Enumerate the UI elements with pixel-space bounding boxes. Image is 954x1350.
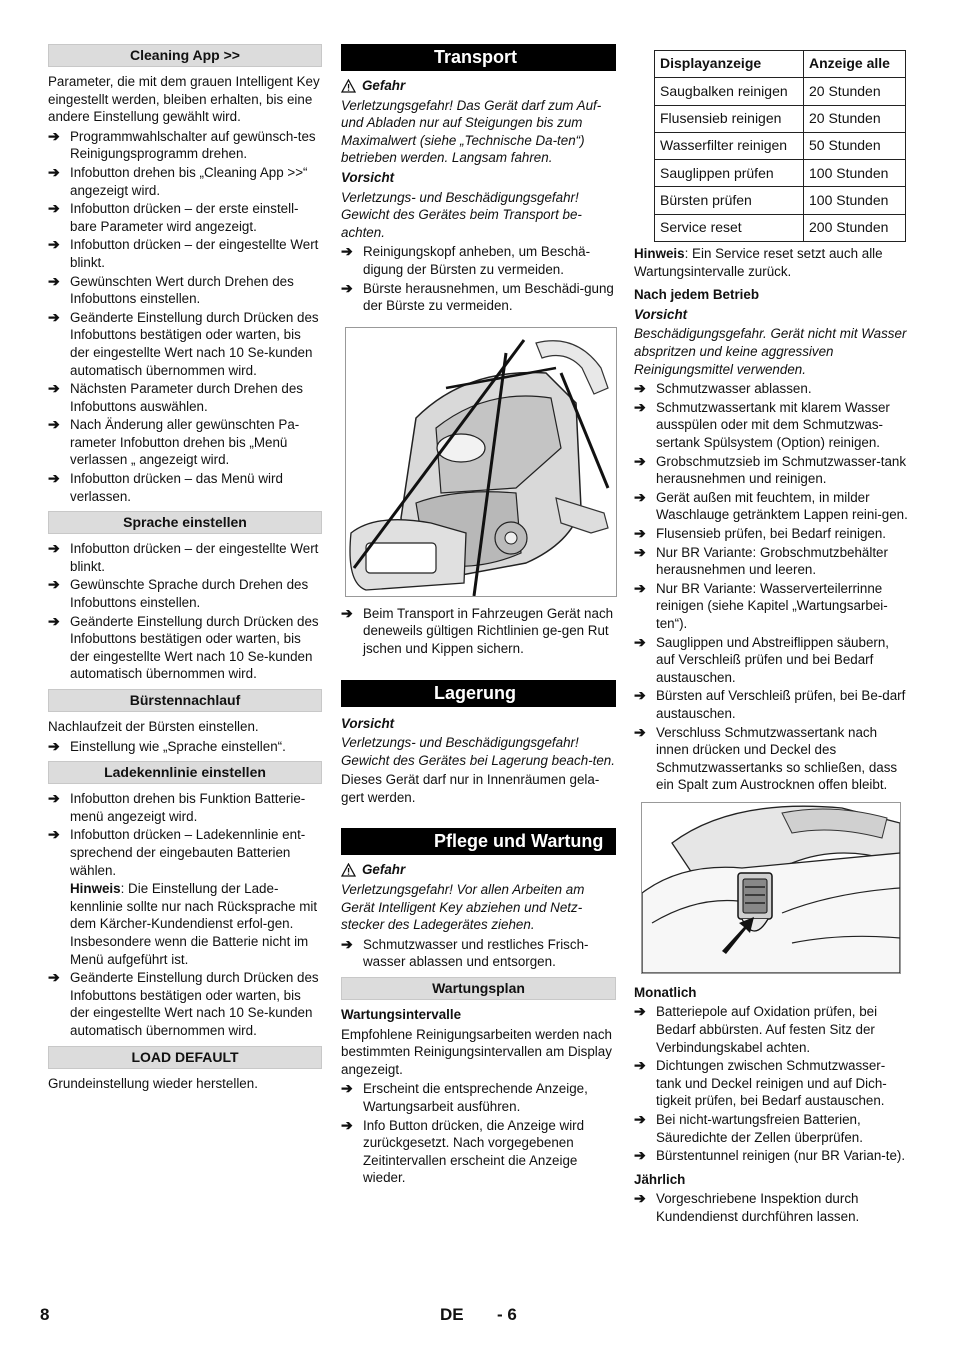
list-item: ➔ Bürstentunnel reinigen (nur BR Varian-te). xyxy=(634,1147,906,1164)
section-heading-load-default: LOAD DEFAULT xyxy=(48,1046,322,1069)
arrow-icon: ➔ xyxy=(48,308,60,325)
lagerung-vorsicht-text: Verletzungs- und Beschädigungsgefahr! Gewicht des Gerätes bei Lagerung beach-ten. xyxy=(341,735,615,768)
arrow-icon: ➔ xyxy=(341,604,353,621)
page-number: 8 xyxy=(40,1305,50,1324)
buerstennachlauf-intro: Nachlaufzeit der Bürsten einstellen. xyxy=(48,719,259,734)
list-item: ➔ Infobutton drücken – Ladekennlinie ent-sprechend der eingebauten Batterien wählen. xyxy=(48,826,306,878)
transport-vorsicht-text: Verletzungs- und Beschädigungsgefahr! Gewicht des Gerätes beim Transport be-achten. xyxy=(341,189,582,240)
service-reset-note: Hinweis: Ein Service reset setzt auch alle Wartungsintervalle zurück. xyxy=(634,246,883,279)
list-item: ➔ Schmutzwasser ablassen. xyxy=(634,380,812,397)
arrow-icon: ➔ xyxy=(634,1111,646,1128)
list-item: ➔ Infobutton drücken – das Menü wird verlassen. xyxy=(48,470,283,504)
table-cell: Service reset xyxy=(655,214,804,241)
list-item: ➔ Grobschmutzsieb im Schmutzwasser-tank herausnehmen und reinigen. xyxy=(634,452,907,487)
gefahr-label: Gefahr xyxy=(341,77,616,95)
lagerung-vorsicht-label: Vorsicht xyxy=(341,715,395,731)
list-item: ➔ Erscheint die entsprechende Anzeige, Wartungsarbeit ausführen. xyxy=(341,1080,588,1114)
cleaning-app-intro: Parameter, die mit dem grauen Intelligent Key eingestellt werden, bleiben erhalten, bis eine andere Einstellung gewählt wird. xyxy=(48,74,320,125)
arrow-icon: ➔ xyxy=(341,243,353,260)
arrow-icon: ➔ xyxy=(634,723,646,740)
table-header-row xyxy=(655,51,906,78)
list-item: ➔ Infobutton drücken – der eingestellte Wert blinkt. xyxy=(48,236,319,270)
chapter-heading-transport: Transport xyxy=(341,44,616,71)
table-row xyxy=(655,78,906,105)
table-cell: 20 Stunden xyxy=(804,105,906,132)
column-middle xyxy=(341,44,616,1188)
chapter-heading-lagerung: Lagerung xyxy=(341,680,616,707)
cleaning-app-steps xyxy=(48,128,322,505)
monatlich-heading: Monatlich xyxy=(634,984,697,1000)
arrow-icon: ➔ xyxy=(48,163,60,180)
table-row xyxy=(655,132,906,159)
arrow-icon: ➔ xyxy=(634,398,646,415)
list-item: ➔ Flusensieb prüfen, bei Bedarf reinigen. xyxy=(634,524,887,541)
section-heading-cleaning-app: Cleaning App >> xyxy=(48,44,322,67)
list-item: ➔ Schmutzwassertank mit klarem Wasser ausspülen oder mit dem Schmutzwas-sertank Spülsystem (Option) reinigen. xyxy=(634,398,890,451)
arrow-icon: ➔ xyxy=(48,127,60,144)
arrow-icon: ➔ xyxy=(634,524,646,541)
arrow-icon: ➔ xyxy=(48,236,60,253)
arrow-icon: ➔ xyxy=(634,543,646,560)
language-code: DE xyxy=(440,1305,464,1324)
jaehrlich-steps xyxy=(634,1190,909,1225)
arrow-icon: ➔ xyxy=(48,737,60,754)
list-item: ➔ Einstellung wie „Sprache einstellen“. xyxy=(48,737,286,754)
buerstennachlauf-steps xyxy=(48,738,322,756)
ladekennlinie-steps-2 xyxy=(48,969,322,1039)
transport-vorsicht-label: Vorsicht xyxy=(341,169,395,185)
list-item: ➔ Nur BR Variante: Grobschmutzbehälter herausnehmen und leeren. xyxy=(634,543,888,578)
gefahr-label: Gefahr xyxy=(341,861,616,879)
arrow-icon: ➔ xyxy=(48,272,60,289)
list-item: ➔ Reinigungskopf anheben, um Beschä-digung der Bürsten zu vermeiden. xyxy=(341,243,591,277)
list-item: ➔ Batteriepole auf Oxidation prüfen, bei Bedarf abbürsten. Auf festen Sitz der Verbindungskabel achten. xyxy=(634,1003,878,1055)
list-item: ➔ Schmutzwasser und restliches Frisch-wasser ablassen und entsorgen. xyxy=(341,935,589,970)
arrow-icon: ➔ xyxy=(634,1190,646,1207)
monatlich-steps xyxy=(634,1003,909,1164)
table-cell: Sauglippen prüfen xyxy=(655,160,804,187)
arrow-icon: ➔ xyxy=(48,470,60,487)
nach-jedem-betrieb-heading: Nach jedem Betrieb xyxy=(634,287,760,303)
arrow-icon: ➔ xyxy=(48,200,60,217)
pflege-steps xyxy=(341,936,616,971)
arrow-icon: ➔ xyxy=(341,279,353,296)
list-item: ➔ Beim Transport in Fahrzeugen Gerät nach deneweils gültigen Richtlinien ge-gen Rut jschen und Kippen sichern. xyxy=(341,604,614,656)
wartungsintervalle-subheading: Wartungsintervalle xyxy=(341,1007,462,1023)
transport-strapping-illustration xyxy=(345,327,617,597)
list-item: ➔ Infobutton drehen bis „Cleaning App >>“ angezeigt wird. xyxy=(48,163,308,198)
wartungsplan-steps xyxy=(341,1080,616,1187)
arrow-icon: ➔ xyxy=(341,1080,353,1097)
arrow-icon: ➔ xyxy=(48,416,60,433)
list-item: ➔ Nach Änderung aller gewünschten Pa-rameter Infobutton drehen bis „Menü verlassen „ angezeigt wird. xyxy=(48,416,300,468)
warning-triangle-icon xyxy=(341,79,356,93)
table-row xyxy=(655,187,906,214)
nach-jedem-vorsicht-text: Beschädigungsgefahr. Gerät nicht mit Wasser abspritzen und keine aggressiven Reinigungsmittel verwenden. xyxy=(634,326,907,377)
arrow-icon: ➔ xyxy=(48,969,60,986)
transport-steps xyxy=(341,243,616,314)
table-cell: 50 Stunden xyxy=(804,132,906,159)
list-item: ➔ Bei nicht-wartungsfreien Batterien, Säuredichte der Zellen überprüfen. xyxy=(634,1111,863,1145)
list-item: ➔ Bürste herausnehmen, um Beschädi-gung der Bürste zu vermeiden. xyxy=(341,279,614,314)
arrow-icon: ➔ xyxy=(634,633,646,650)
table-row xyxy=(655,160,906,187)
list-item: ➔ Programmwahlschalter auf gewünsch-tes Reinigungsprogramm drehen. xyxy=(48,127,316,162)
table-cell: 20 Stunden xyxy=(804,78,906,105)
nach-jedem-vorsicht-label: Vorsicht xyxy=(634,306,688,322)
nach-jedem-steps xyxy=(634,380,909,794)
table-cell: Saugbalken reinigen xyxy=(655,78,804,105)
table-cell: 100 Stunden xyxy=(804,160,906,187)
section-heading-buerstennachlauf: Bürstennachlauf xyxy=(48,689,322,712)
pflege-gefahr-text: Verletzungsgefahr! Vor allen Arbeiten am Gerät Intelligent Key abziehen und Netz-stecker des Ladegerätes ziehen. xyxy=(341,882,585,933)
sub-page-number: - 6 xyxy=(497,1305,517,1324)
column-right xyxy=(634,50,909,1227)
table-header-cell: Displayanzeige xyxy=(655,51,804,78)
jaehrlich-heading: Jährlich xyxy=(634,1171,686,1187)
arrow-icon: ➔ xyxy=(48,380,60,397)
list-item: ➔ Gewünschte Sprache durch Drehen des Infobuttons einstellen. xyxy=(48,576,309,611)
column-left xyxy=(48,44,322,1094)
arrow-icon: ➔ xyxy=(48,576,60,593)
arrow-icon: ➔ xyxy=(634,579,646,596)
list-item: ➔ Infobutton drücken – der eingestellte Wert blinkt. xyxy=(48,540,319,574)
section-heading-sprache: Sprache einstellen xyxy=(48,511,322,534)
tank-latch-illustration xyxy=(641,802,901,974)
list-item: ➔ Bürsten auf Verschleiß prüfen, bei Be-darf austauschen. xyxy=(634,687,906,721)
arrow-icon: ➔ xyxy=(634,380,646,397)
list-item: ➔ Geänderte Einstellung durch Drücken des Infobuttons bestätigen oder warten, bis der eingestellte Wert nach 10 Se-kunden automatisch übernommen wird. xyxy=(48,612,319,682)
arrow-icon: ➔ xyxy=(634,1003,646,1020)
list-item: ➔ Geänderte Einstellung durch Drücken des Infobuttons bestätigen oder warten, bis der eingestellte Wert nach 10 Se-kunden automatisch übernommen wird. xyxy=(48,308,319,378)
list-item: ➔ Dichtungen zwischen Schmutzwasser-tank und Deckel reinigen und auf Dich-tigkeit prüfen, bei Bedarf austauschen. xyxy=(634,1057,887,1109)
wartungsplan-text: Empfohlene Reinigungsarbeiten werden nach bestimmten Reinigungsintervallen am Display angezeigt. xyxy=(341,1026,612,1077)
list-item: ➔ Vorgeschriebene Inspektion durch Kundendienst durchführen lassen. xyxy=(634,1190,860,1225)
transport-steps-after xyxy=(341,605,616,658)
table-cell: 200 Stunden xyxy=(804,214,906,241)
list-item: ➔ Infobutton drehen bis Funktion Batterie-menü angezeigt wird. xyxy=(48,790,306,824)
transport-gefahr-text: Verletzungsgefahr! Das Gerät darf zum Auf- und Abladen nur auf Steigungen bis zum Maximalwert (siehe „Technische Da-ten“) betrieben werden. Langsam fahren. xyxy=(341,97,602,166)
list-item: ➔ Infobutton drücken – der erste einstell-bare Parameter wird angezeigt. xyxy=(48,200,299,234)
list-item: ➔ Verschluss Schmutzwassertank nach innen drücken und Deckel des Schmutzwassertanks so schließen, dass ein Spalt zum Austrocknen offen bleibt. xyxy=(634,723,898,793)
table-cell: Bürsten prüfen xyxy=(655,187,804,214)
list-item: ➔ Gewünschten Wert durch Drehen des Infobuttons einstellen. xyxy=(48,272,294,307)
ladekennlinie-steps xyxy=(48,790,322,879)
list-item: ➔ Sauglippen und Abstreiflippen säubern, auf Verschleiß prüfen und bei Bedarf austauschen. xyxy=(634,633,890,685)
warning-triangle-icon xyxy=(341,863,356,877)
ladekennlinie-note: Hinweis: Die Einstellung der Lade-kennlinie sollte nur nach Rücksprache mit dem Kärcher-Kundendienst erfol-gen. Insbesondere wenn die Batterie nicht im Menü aufgeführt ist. xyxy=(70,881,318,967)
section-heading-ladekennlinie: Ladekennlinie einstellen xyxy=(48,761,322,784)
sprache-steps xyxy=(48,540,322,683)
arrow-icon: ➔ xyxy=(341,1116,353,1133)
list-item: ➔ Info Button drücken, die Anzeige wird zurückgesetzt. Nach vorgegebenen Zeitintervallen erscheint die Anzeige wieder. xyxy=(341,1116,585,1186)
list-item: ➔ Nur BR Variante: Wasserverteilerrinne reinigen (siehe Kapitel „Wartungsarbei-ten“). xyxy=(634,579,888,631)
table-cell: Wasserfilter reinigen xyxy=(655,132,804,159)
arrow-icon: ➔ xyxy=(48,540,60,557)
arrow-icon: ➔ xyxy=(634,1057,646,1074)
arrow-icon: ➔ xyxy=(634,1147,646,1164)
load-default-text: Grundeinstellung wieder herstellen. xyxy=(48,1075,258,1091)
maintenance-interval-table xyxy=(654,50,906,242)
arrow-icon: ➔ xyxy=(48,790,60,807)
table-row xyxy=(655,214,906,241)
arrow-icon: ➔ xyxy=(634,452,646,469)
lagerung-text: Dieses Gerät darf nur in Innenräumen gela-gert werden. xyxy=(341,772,600,805)
table-row xyxy=(655,105,906,132)
table-header-cell: Anzeige alle xyxy=(804,51,906,78)
arrow-icon: ➔ xyxy=(341,935,353,952)
list-item: ➔ Geänderte Einstellung durch Drücken des Infobuttons bestätigen oder warten, bis der eingestellte Wert nach 10 Se-kunden automatisch übernommen wird. xyxy=(48,969,319,1038)
arrow-icon: ➔ xyxy=(48,826,60,843)
table-cell: Flusensieb reinigen xyxy=(655,105,804,132)
arrow-icon: ➔ xyxy=(634,488,646,505)
arrow-icon: ➔ xyxy=(634,687,646,704)
list-item: ➔ Gerät außen mit feuchtem, in milder Waschlauge getränktem Lappen reini-gen. xyxy=(634,488,908,523)
table-cell: 100 Stunden xyxy=(804,187,906,214)
list-item: ➔ Nächsten Parameter durch Drehen des Infobuttons auswählen. xyxy=(48,380,303,414)
arrow-icon: ➔ xyxy=(48,612,60,629)
chapter-heading-pflege: Pflege und Wartung xyxy=(341,828,616,855)
section-heading-wartungsplan: Wartungsplan xyxy=(341,977,616,1000)
